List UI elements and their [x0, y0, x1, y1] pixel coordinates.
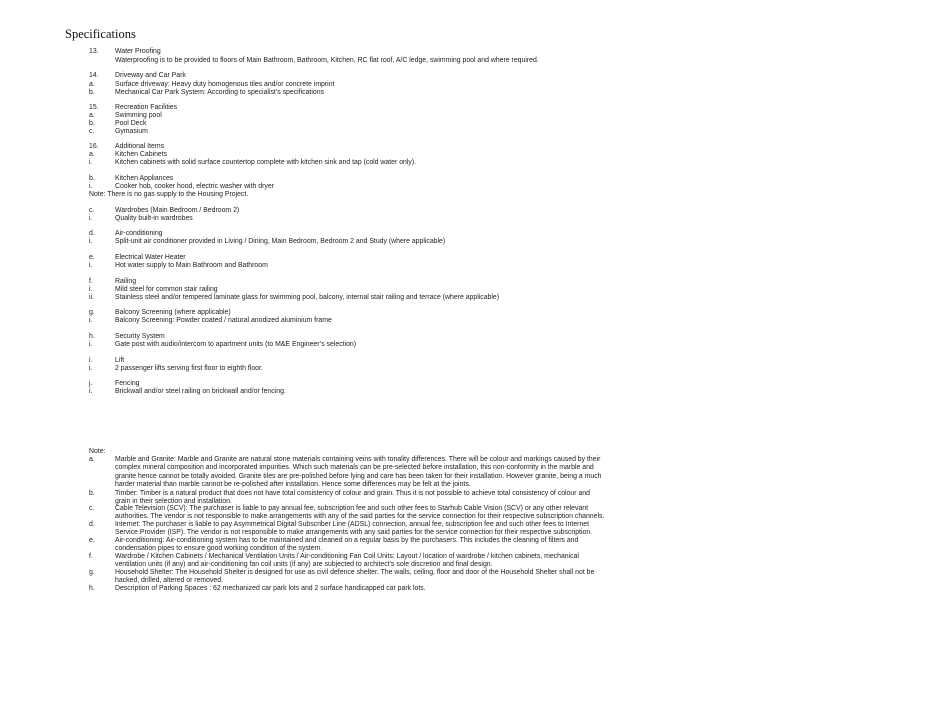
spec-item-text: Lift — [115, 357, 125, 364]
notes-heading: Note: — [89, 448, 106, 455]
note-line: condensation pipes to ensure good working condition of the system. — [115, 545, 323, 553]
spec-item-text: Balcony Screening: Powder coated / natural anodized aluminium frame — [115, 317, 332, 324]
spec-item-marker: b. — [89, 89, 95, 96]
spec-item-text: Cooker hob, cooker hood, electric washer with dryer — [115, 183, 274, 190]
note-text — [115, 569, 815, 586]
spec-item-marker: i. — [89, 317, 93, 324]
spec-item-marker: b. — [89, 175, 95, 182]
spec-item-marker: i. — [89, 262, 93, 269]
spec-item-marker: a. — [89, 81, 95, 88]
note-line: Wardrobe / Kitchen Cabinets / Mechanical Ventilation Units / Air-conditioning Fan Coil Units: Layout / location of wardrobe / kitchen cabinets, mechanical — [115, 553, 579, 560]
spec-item-text: Hot water supply to Main Bathroom and Bathroom — [115, 262, 268, 269]
spec-item-marker: j. — [89, 380, 93, 387]
spec-item-marker: i. — [89, 286, 93, 293]
note-line: complex mineral composition and incorporated impurities. Which such materials can be pre-selected before installation, this non-conformity in the marble and — [115, 464, 594, 472]
note-marker: d. — [89, 521, 95, 528]
note-text — [115, 505, 815, 522]
spec-item-text: Water Proofing — [115, 48, 161, 55]
spec-item-marker: i. — [89, 357, 93, 364]
note-line: Household Shelter: The Household Shelter is designed for use as civil defence shelter. The walls, ceiling, floor and door of the Household Shelter shall not be — [115, 569, 595, 576]
spec-item-text: Waterproofing is to be provided to floors of Main Bathroom, Bathroom, Kitchen, RC flat roof, A/C ledge, swimming pool and where required. — [115, 57, 539, 64]
spec-item-text: Additional Items — [115, 143, 165, 150]
note-text — [115, 456, 815, 490]
spec-item-text: Railing — [115, 278, 137, 285]
spec-item-marker: ii. — [89, 294, 94, 301]
note-marker: b. — [89, 490, 95, 497]
spec-item-marker: b. — [89, 120, 95, 127]
spec-item-text: Split-unit air conditioner provided in Living / Dining, Main Bedroom, Bedroom 2 and Study (where applicable) — [115, 238, 446, 245]
note-line: Description of Parking Spaces : 62 mechanized car park lots and 2 surface handicapped car park lots. — [115, 585, 426, 592]
note-line: Cable Television (SCV): The purchaser is liable to pay annual fee, subscription fee and such other fees to Starhub Cable Vision (SCV) or any other relevant — [115, 505, 589, 512]
note-line: Air-conditioning: Air-conditioning system has to be maintained and cleaned on a regular basis by the purchasers. This includes the cleaning of filters and — [115, 537, 579, 544]
note-line: Timber: Timber is a natural product that does not have total consistency of colour and grain. Thus it is not possible to achieve total consistency of colour and — [115, 490, 590, 497]
spec-item-marker: i. — [89, 159, 93, 166]
spec-item-text: Stainless steel and/or tempered laminate glass for swimming pool, balcony, internal stair railing and terrace (where applicable) — [115, 294, 500, 301]
note-line: Internet: The purchaser is liable to pay Asymmetrical Digital Subscriber Line (ADSL) connection, annual fee, subscription fee and such other fees to Internet — [115, 521, 590, 528]
note-text — [115, 521, 815, 538]
spec-item-text: Mechanical Car Park System: According to specialist’s specifications — [115, 89, 324, 96]
note-text — [115, 537, 815, 554]
spec-item-text: Mild steel for common stair railing — [115, 286, 218, 293]
spec-item-marker: 14. — [89, 72, 99, 79]
spec-item-text: Balcony Screening (where applicable) — [115, 309, 231, 316]
spec-item-marker: i. — [89, 238, 93, 245]
note-marker: a. — [89, 456, 95, 463]
note-marker: c. — [89, 505, 95, 512]
spec-item-marker: a. — [89, 151, 95, 158]
spec-item-marker: 16. — [89, 143, 99, 150]
spec-item-marker: g. — [89, 309, 95, 316]
spec-item-marker: h. — [89, 333, 95, 340]
spec-item-text: Air-conditioning — [115, 230, 163, 237]
spec-item-text: Pool Deck — [115, 120, 147, 127]
spec-item-marker: d. — [89, 230, 95, 237]
note-text — [115, 553, 815, 570]
page-title: Specifications — [65, 27, 136, 41]
spec-item-text: Recreation Facilities — [115, 104, 178, 111]
spec-item-marker: f. — [89, 278, 93, 285]
spec-item-marker: c. — [89, 128, 95, 135]
spec-item-marker: i. — [89, 388, 93, 395]
spec-item-marker: a. — [89, 112, 95, 119]
note-marker: f. — [89, 553, 93, 560]
spec-item-marker: 15. — [89, 104, 99, 111]
spec-item-marker: i. — [89, 365, 93, 372]
spec-item-marker: c. — [89, 207, 95, 214]
note-line: authorities. The vendor is not responsible to make arrangements with any of the said parties for the service connection for their respective subscription channels. — [115, 513, 605, 521]
note-line: granite hence cannot be totally avoided. Granite tiles are pre-polished before lying and care has been taken for their installation. However granite, being a much — [115, 472, 602, 480]
spec-item-text: Fencing — [115, 380, 140, 387]
spec-item-marker: i. — [89, 215, 93, 222]
note-line: Marble and Granite: Marble and Granite are natural stone materials containing veins with tonality differences. There will be colour and markings caused by their — [115, 456, 601, 463]
spec-item-text: Security System — [115, 333, 165, 340]
note-line: harder material than marble cannot be re-polished after installation. Hence some differences may be felt at the joints. — [115, 481, 471, 489]
note-marker: e. — [89, 537, 95, 544]
spec-item-text: Brickwall and/or steel railing on brickwall and/or fencing. — [115, 388, 286, 395]
spec-item-text: Swimming pool — [115, 112, 162, 119]
spec-item-marker: e. — [89, 254, 95, 261]
spec-item-marker: i. — [89, 183, 93, 190]
spec-item-text: Quality built-in wardrobes — [115, 215, 193, 222]
spec-item-text: Kitchen cabinets with solid surface countertop complete with kitchen sink and tap (cold water only). — [115, 159, 417, 166]
note-marker: h. — [89, 585, 95, 592]
note-line: ventilation units (if any) and air-conditioning fan coil units (if any) are subjected to architect’s sole discretion and final design. — [115, 561, 493, 569]
spec-item-text: Wardrobes (Main Bedroom / Bedroom 2) — [115, 207, 240, 214]
note-line: Service Provider (ISP). The vendor is not responsible to make arrangements with any said parties for the service connection for their respective subscription. — [115, 529, 593, 537]
spec-item-text: Gate post with audio/intercom to apartment units (to M&E Engineer’s selection) — [115, 341, 357, 348]
note-marker: g. — [89, 569, 95, 576]
spec-item-marker: Note: There is no gas supply to the Housing Project. — [89, 191, 249, 198]
spec-item-marker: i. — [89, 341, 93, 348]
spec-item-marker: 13. — [89, 48, 99, 55]
note-line: hacked, drilled, altered or removed. — [115, 577, 224, 585]
spec-item-text: Electrical Water Heater — [115, 254, 186, 261]
spec-item-text: Gymasium — [115, 128, 148, 135]
note-text — [115, 585, 815, 593]
spec-item-text: Surface driveway: Heavy duty homogenous tiles and/or concrete imprint — [115, 81, 335, 88]
note-line: grain in their selection and installation. — [115, 498, 232, 506]
spec-item-text: Kitchen Cabinets — [115, 151, 168, 158]
spec-item-text: Driveway and Car Park — [115, 72, 186, 79]
spec-item-text: Kitchen Appliances — [115, 175, 174, 182]
spec-item-text: 2 passenger lifts serving first floor to eighth floor. — [115, 365, 263, 372]
